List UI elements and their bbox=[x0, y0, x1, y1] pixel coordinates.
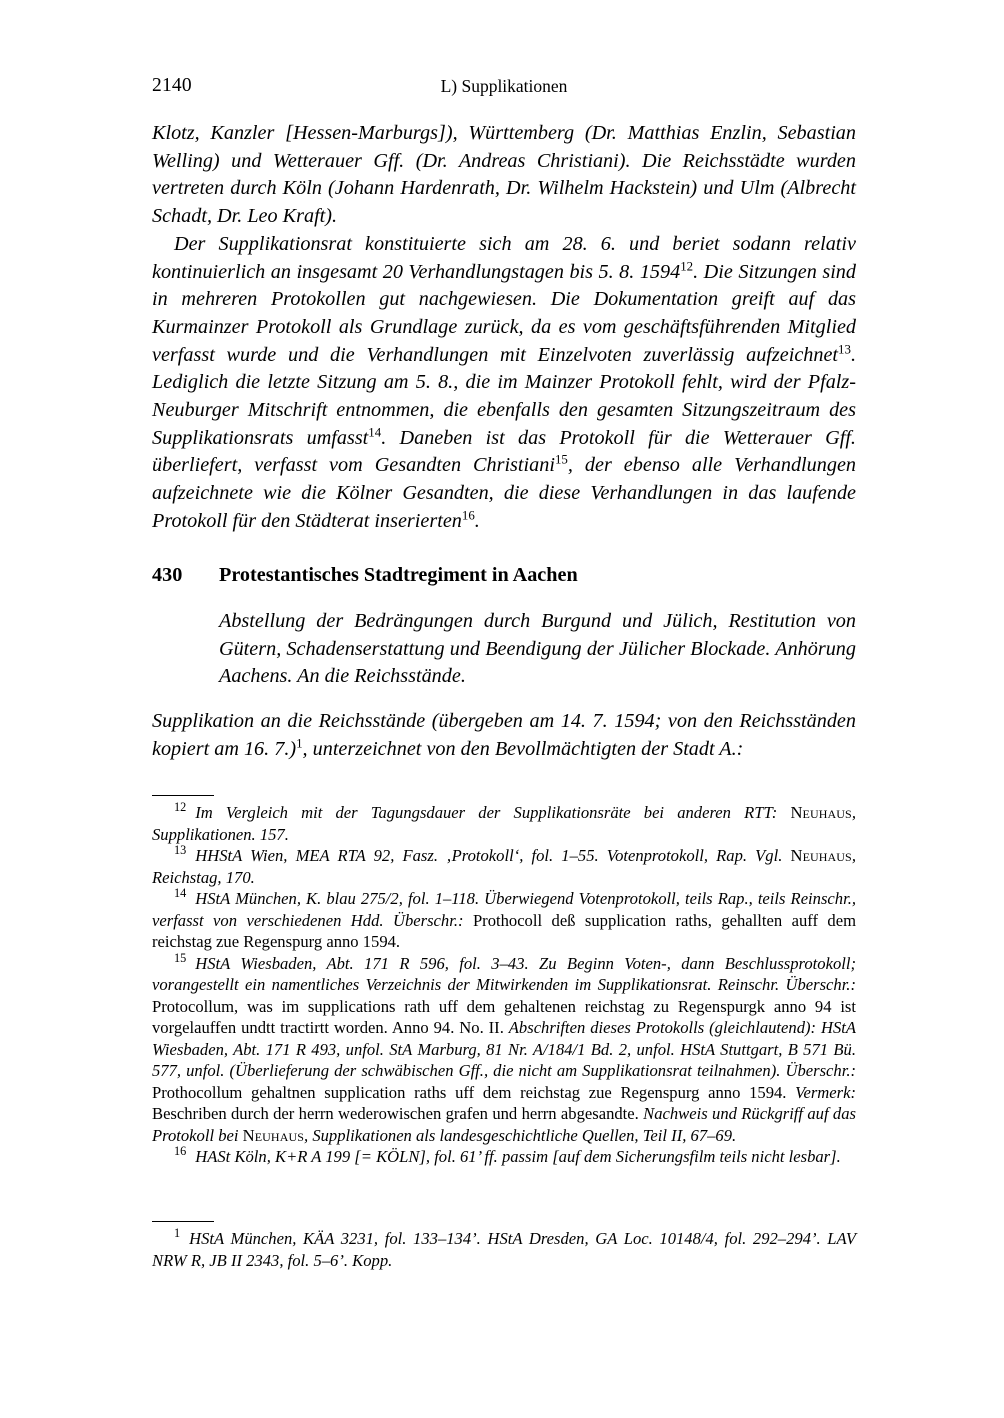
paragraph-1-text: Klotz, Kanzler [Hessen-Marburgs]), Württemberg (Dr. Matthias Enzlin, Sebastian Welling) und Wetterauer Gff. (Dr. Andreas Christiani). Die Reichsstädte wurden vertreten durch Köln (Johann Hardenrath, Dr. Wilhelm Hackstein) und Ulm (Albrecht Schadt, Dr. Leo Kraft). bbox=[152, 122, 856, 228]
paragraph-2-part-e: , der ebenso alle Verhandlungen aufzeichnete wie die Kölner Gesandten, die diese Verhandlungen in das laufende Protokoll für den Städterat inserierten bbox=[152, 454, 856, 532]
running-head-title: L) Supplikationen bbox=[440, 76, 568, 96]
footnote-separator-rule-secondary bbox=[152, 1221, 214, 1222]
footnote-15 bbox=[152, 950, 857, 1147]
footnote-ref-16[interactable]: 16 bbox=[461, 507, 475, 523]
footnote-text-italic: Im Vergleich mit der Tagungsdauer der Supplikationsräte bei anderen RTT: bbox=[195, 803, 778, 822]
regest-summary: Abstellung der Bedrängungen durch Burgund und Jülich, Restitution von Gütern, Schadenserstattung und Beendigung der Jülicher Blockade. Anhörung Aachens. An die Reichsstände. bbox=[219, 610, 856, 688]
footnote-text-italic: HStA München, KÄA 3231, fol. 133–134’. HStA Dresden, GA Loc. 10148/4, fol. 292–294’. LAV NRW R, JB II 2343, fol. 5–6’. Kopp. bbox=[152, 1229, 856, 1270]
lead-text-a: Supplikation an die Reichsstände (übergeben am 14. 7. 1594; von den Reichsständen kopiert am 16. 7.) bbox=[152, 710, 856, 760]
footnote-text-italic: HStA München, K. blau 275/2, fol. 1–118. Überwiegend Votenprotokoll, teils Rap., teils Reinschr., verfasst von verschiedenen Hdd. Überschr.: bbox=[152, 889, 856, 930]
footnote-number: 1 bbox=[174, 1226, 181, 1241]
footnote-text-italic: HHStA Wien, MEA RTA 92, Fasz. ‚Protokoll‘, fol. 1–55. Votenprotokoll, Rap. Vgl. bbox=[195, 846, 783, 865]
paragraph-2-part-d: . Daneben ist das Protokoll für die Wetterauer Gff. überliefert, verfasst vom Gesandten Christiani bbox=[152, 426, 856, 477]
footnote-separator-rule bbox=[152, 795, 214, 796]
footnote-text-italic: HASt Köln, K+R A 199 [= KÖLN], fol. 61’ ff. passim [auf dem Sicherungsfilm teils nicht lesbar]. bbox=[195, 1147, 841, 1166]
footnote-ref-15[interactable]: 15 bbox=[554, 451, 568, 467]
body-text bbox=[152, 120, 856, 536]
paragraph-continuation bbox=[152, 120, 856, 231]
footnote-ref-1[interactable]: 1 bbox=[296, 734, 303, 750]
running-head bbox=[152, 74, 856, 98]
footnote-1 bbox=[152, 1228, 856, 1271]
footnote-text-italic-4: Nachweis und Rückgriff auf das Protokoll bei bbox=[152, 1104, 856, 1145]
footnote-text-italic-3: Vermerk: bbox=[795, 1082, 856, 1102]
paragraph-supplikationsrat bbox=[152, 231, 856, 536]
footnote-number: 15 bbox=[174, 950, 187, 965]
footnote-ref-12[interactable]: 12 bbox=[680, 257, 694, 273]
footnote-text-roman-3: Beschriben durch der herrn wederowischen grafen und herrn abgesandte. bbox=[152, 1104, 644, 1123]
lead-paragraph bbox=[152, 708, 856, 763]
footnote-ref-13[interactable]: 13 bbox=[838, 340, 851, 356]
footnote-text-italic-5: , Supplikationen als landesgeschichtliche Quellen, Teil II, 67–69. bbox=[304, 1125, 737, 1145]
footnote-text-roman: Prothocoll deß supplication raths, gehallten auff dem reichstag zue Regenspurg anno 1594. bbox=[152, 910, 857, 951]
footnote-text-italic: HStA Wiesbaden, Abt. 171 R 596, fol. 3–43. Zu Beginn Voten-, dann Beschlussprotokoll; vorangestellt ein namentliches Verzeichnis der Mitwirkenden im Supplikationsrat. Reinschr. Überschr.: bbox=[152, 953, 856, 994]
footnote-text-italic-2: , Supplikationen. 157. bbox=[152, 803, 856, 844]
footnote-13 bbox=[152, 845, 856, 888]
footnote-text-roman-2: Prothocollum gehaltnen supplication raths uff dem reichstag zue Regenspurg anno 1594. bbox=[152, 1082, 796, 1102]
page-number: 2140 bbox=[152, 75, 192, 96]
footnote-12 bbox=[152, 802, 856, 845]
paragraph-2-part-a: Der Supplikationsrat konstituierte sich am 28. 6. und beriet sodann relativ kontinuierlich an insgesamt 20 Verhandlungstagen bis 5. 8. 1594 bbox=[152, 232, 856, 283]
footnote-number: 16 bbox=[174, 1144, 187, 1159]
lead-text-b: , unterzeichnet von den Bevollmächtigten der Stadt A.: bbox=[302, 737, 744, 760]
paragraph-2-part-b: . Die Sitzungen sind in mehreren Protokollen gut nachgewiesen. Die Dokumentation greift auf das Kurmainzer Protokoll als Grundlage zurück, da es vom geschäftsführenden Mitglied verfasst wurde und die Verhandlungen mit Einzelvoten zuverlässig aufzeichnet bbox=[152, 260, 856, 366]
footnote-number: 13 bbox=[174, 843, 187, 858]
footnote-14 bbox=[152, 888, 856, 953]
footnote-text-italic-2: Abschriften dieses Protokolls (gleichlautend): HStA Wiesbaden, Abt. 171 R 493, unfol. StA Marburg, 81 Nr. A/184/1 Bd. 2, unfol. HStA Stuttgart, B 571 Bü. 577, unfol. (Überlieferung der schwäbischen Gff., die nicht am Supplikationsrat teilnahmen). Überschr.: bbox=[152, 1018, 857, 1080]
paragraph-2-part-f: . bbox=[474, 509, 480, 532]
footnote-text-italic-2: , Reichstag, 170. bbox=[152, 846, 856, 887]
footnote-author-smallcaps: Neuhaus bbox=[242, 1125, 305, 1145]
section-number: 430 bbox=[152, 564, 183, 586]
footnote-number: 12 bbox=[174, 800, 187, 815]
footnote-ref-14[interactable]: 14 bbox=[368, 424, 382, 439]
section-heading bbox=[152, 562, 856, 588]
paragraph-2-part-c: . Lediglich die letzte Sitzung am 5. 8., die im Mainzer Protokoll fehlt, wird der Pfalz-Neuburger Mitschrift entnommen, die ebenfalls den gesamten Sitzungszeitraum des Supplikationsrats umfasst bbox=[152, 343, 856, 449]
section-title: Protestantisches Stadtregiment in Aachen bbox=[219, 564, 578, 586]
footnote-number: 14 bbox=[174, 886, 187, 901]
footnote-author-smallcaps: Neuhaus bbox=[790, 846, 852, 865]
footnote-apparatus-primary bbox=[152, 795, 856, 1168]
footnote-text-roman: Protocollum, was im supplications rath uff dem gehaltenen reichstag zu Regenspurgk anno 94 ist vorgelauffen undtt tractirtt worden. Anno 94. No. II. bbox=[152, 996, 856, 1037]
footnote-16 bbox=[152, 1146, 856, 1168]
footnote-apparatus-secondary bbox=[152, 1221, 856, 1271]
footnote-author-smallcaps: Neuhaus bbox=[790, 803, 852, 822]
